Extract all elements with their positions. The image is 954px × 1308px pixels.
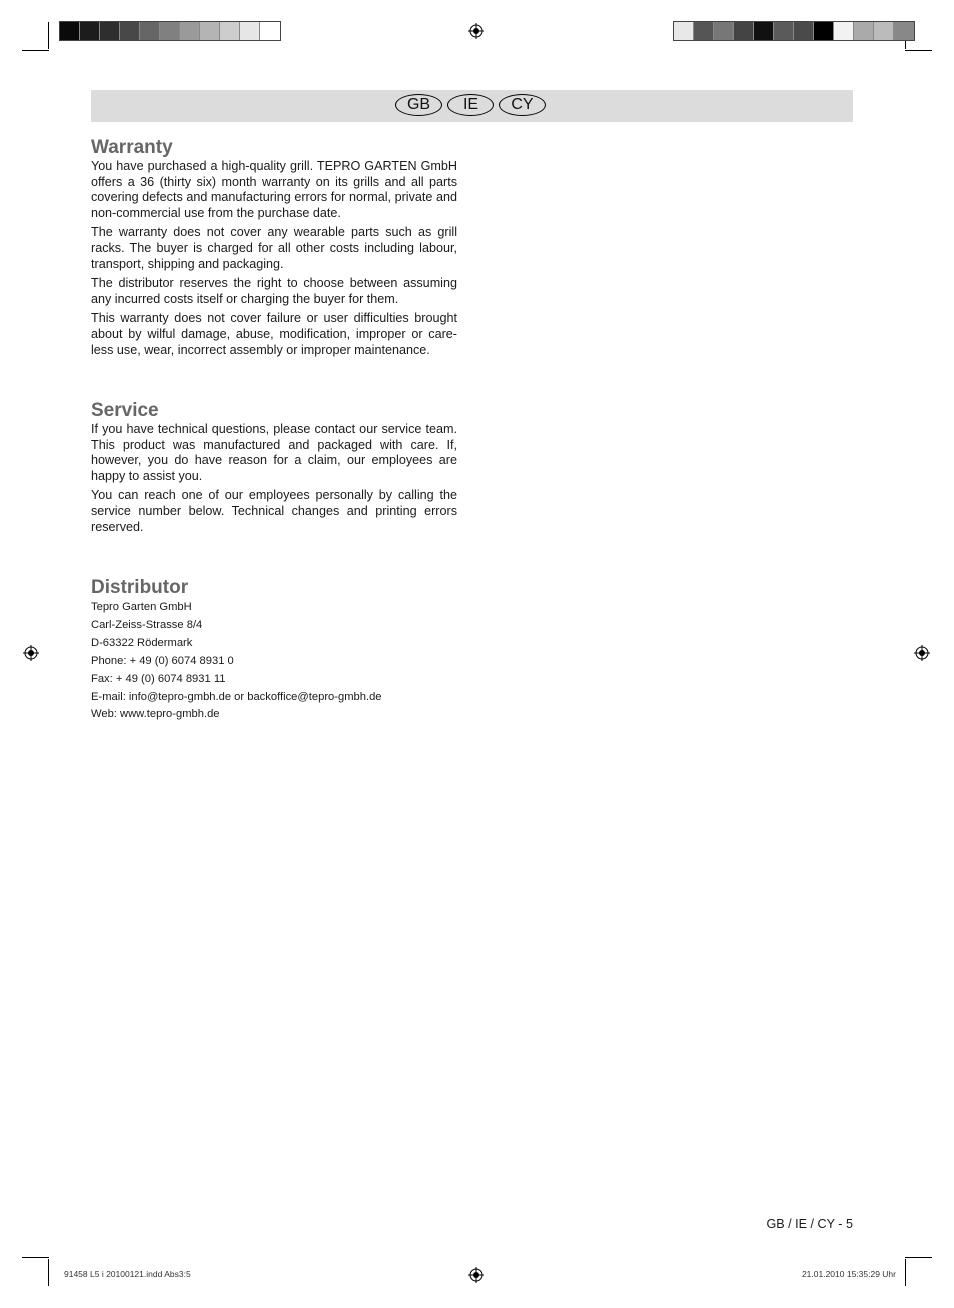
crop-mark bbox=[905, 50, 932, 51]
language-badge-cy: CY bbox=[499, 94, 546, 116]
gray-swatch bbox=[694, 22, 714, 40]
gray-swatch bbox=[754, 22, 774, 40]
gray-swatch bbox=[794, 22, 814, 40]
warranty-section bbox=[91, 137, 457, 362]
distributor-fax: Fax: + 49 (0) 6074 8931 11 bbox=[91, 672, 226, 685]
registration-mark-icon bbox=[468, 23, 484, 39]
gray-swatch bbox=[874, 22, 894, 40]
crop-mark bbox=[48, 22, 49, 49]
gray-swatch bbox=[60, 22, 80, 40]
registration-mark-icon bbox=[23, 645, 39, 661]
gray-swatch bbox=[180, 22, 200, 40]
distributor-section bbox=[91, 577, 457, 724]
distributor-company: Tepro Garten GmbH bbox=[91, 601, 192, 613]
distributor-heading: Distributor bbox=[91, 577, 189, 598]
distributor-city: D-63322 Rödermark bbox=[91, 636, 193, 649]
gray-swatch bbox=[220, 22, 240, 40]
gray-swatch bbox=[834, 22, 854, 40]
crop-mark bbox=[22, 50, 49, 51]
gray-swatch bbox=[674, 22, 694, 40]
language-badge-ie: IE bbox=[447, 94, 494, 116]
gray-swatch bbox=[260, 22, 280, 40]
gray-swatch bbox=[160, 22, 180, 40]
warranty-heading: Warranty bbox=[91, 137, 173, 158]
page-number: GB / IE / CY - 5 bbox=[766, 1217, 853, 1231]
warranty-paragraph: This warranty does not cover failure or user difficulties brought about by wilful damage, abuse, modification, improper or care-less use, wear, incorrect assembly or improper maintenance. bbox=[91, 311, 457, 357]
gray-swatch bbox=[240, 22, 260, 40]
gray-swatch bbox=[814, 22, 834, 40]
distributor-street: Carl-Zeiss-Strasse 8/4 bbox=[91, 618, 203, 631]
registration-mark-icon bbox=[468, 1267, 484, 1283]
gray-swatch bbox=[80, 22, 100, 40]
distributor-web: Web: www.tepro-gmbh.de bbox=[91, 708, 220, 721]
crop-mark bbox=[48, 1259, 49, 1286]
gray-swatch bbox=[854, 22, 874, 40]
gray-swatch bbox=[200, 22, 220, 40]
service-paragraph: You can reach one of our employees personally by calling the service number below. Technical changes and printing errors reserved. bbox=[91, 488, 457, 534]
gray-swatch bbox=[774, 22, 794, 40]
gray-swatch bbox=[120, 22, 140, 40]
warranty-paragraph: The warranty does not cover any wearable parts such as grill racks. The buyer is charged for all other costs including labour, transport, shipping and packaging. bbox=[91, 225, 457, 271]
print-gray-bar-left bbox=[59, 21, 281, 41]
print-gray-bar-right bbox=[673, 21, 915, 41]
service-heading: Service bbox=[91, 400, 159, 421]
crop-mark bbox=[905, 1259, 906, 1286]
crop-mark bbox=[22, 1257, 49, 1258]
warranty-paragraph: The distributor reserves the right to choose between assuming any incurred costs itself or charging the buyer for them. bbox=[91, 276, 457, 306]
gray-swatch bbox=[734, 22, 754, 40]
print-slug-datetime: 21.01.2010 15:35:29 Uhr bbox=[801, 1269, 896, 1279]
gray-swatch bbox=[140, 22, 160, 40]
gray-swatch bbox=[894, 22, 914, 40]
gray-swatch bbox=[714, 22, 734, 40]
language-badges bbox=[395, 94, 546, 116]
distributor-email: E-mail: info@tepro-gmbh.de or backoffice@tepro-gmbh.de bbox=[91, 690, 382, 703]
language-badge-gb: GB bbox=[395, 94, 442, 116]
service-paragraph: If you have technical questions, please contact our service team. This product was manufactured and packaged with care. If, however, you do have reason for a claim, our employees are happy to assist you. bbox=[91, 422, 457, 483]
service-section bbox=[91, 400, 457, 539]
warranty-paragraph: You have purchased a high-quality grill. TEPRO GARTEN GmbH offers a 36 (thirty six) month warranty on its grills and all parts covering defects and manufacturing errors for normal, private and non-commercial use from the purchase date. bbox=[91, 159, 457, 220]
distributor-phone: Phone: + 49 (0) 6074 8931 0 bbox=[91, 654, 234, 667]
print-slug-file: 91458 L5 i 20100121.indd Abs3:5 bbox=[64, 1269, 191, 1279]
gray-swatch bbox=[100, 22, 120, 40]
crop-mark bbox=[905, 1257, 932, 1258]
registration-mark-icon bbox=[914, 645, 930, 661]
